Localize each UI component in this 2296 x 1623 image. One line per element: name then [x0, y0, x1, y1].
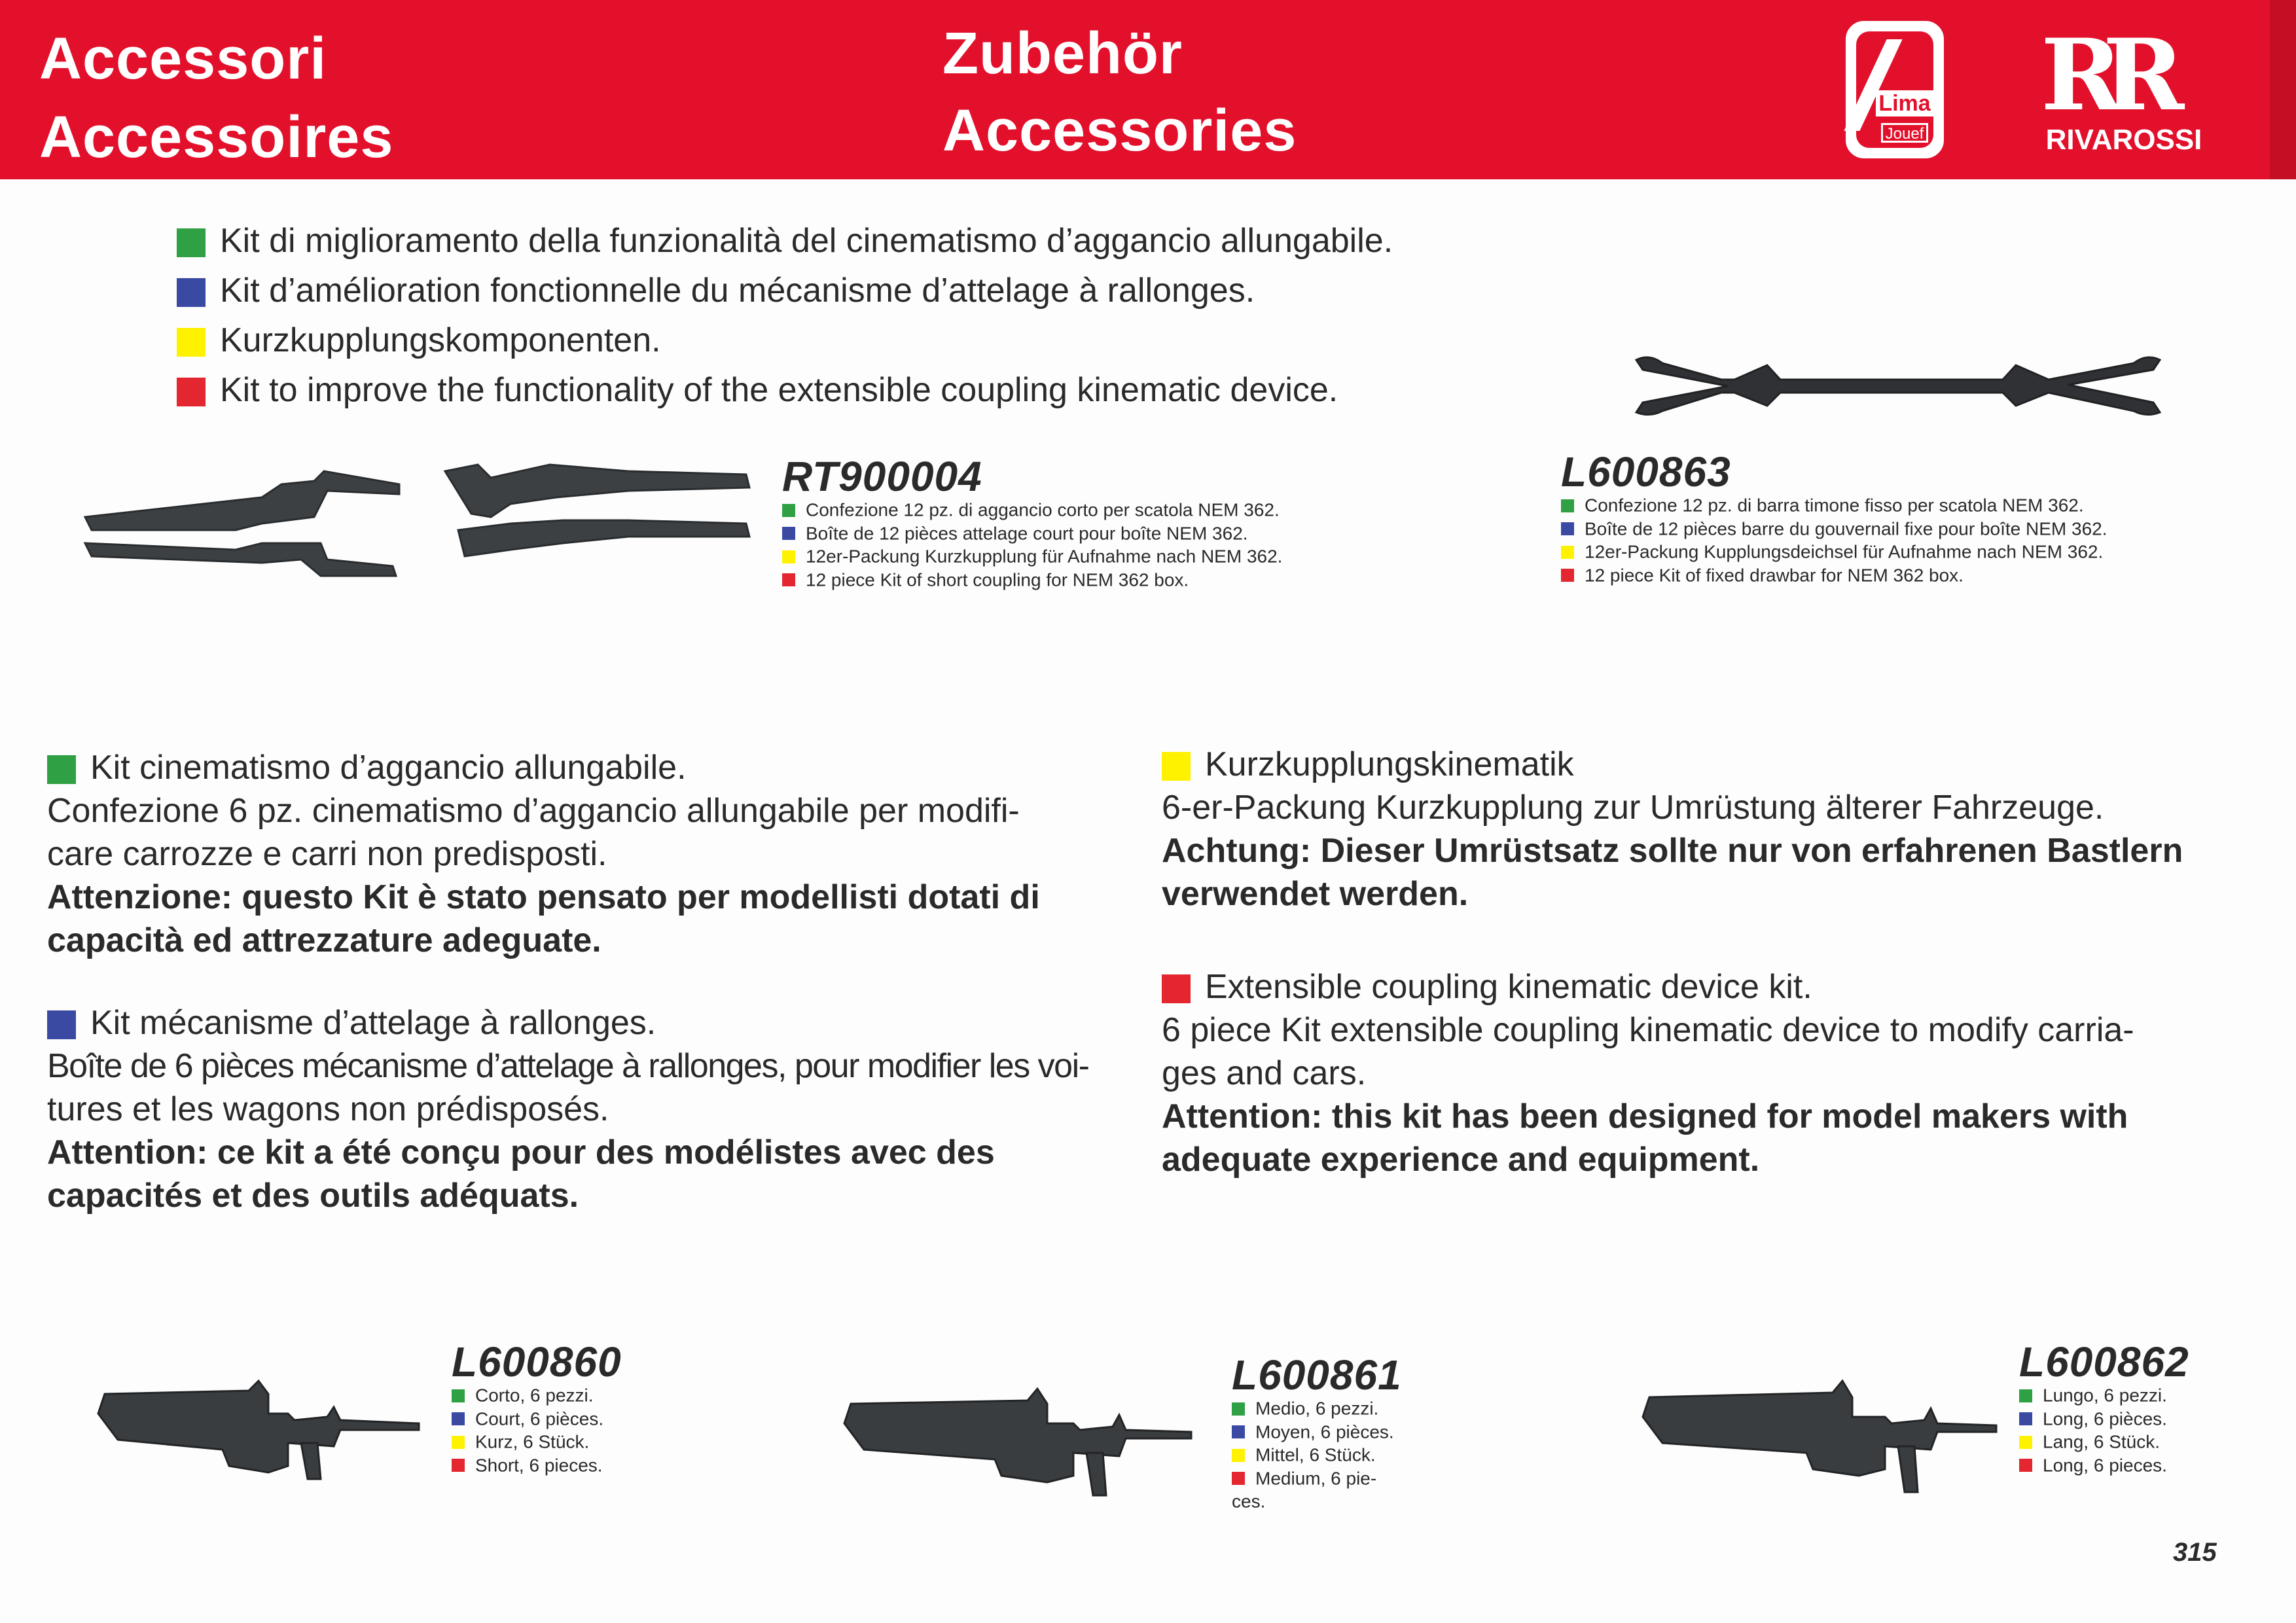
- yellow-square-icon: [1561, 546, 1574, 559]
- kit-body-line: Confezione 6 pz. cinematismo d’aggancio allungabile per modifi-: [47, 792, 1020, 830]
- coupling-short-image: [92, 1368, 432, 1499]
- intro-item: Kit to improve the functionality of the extensible coupling kinematic device.: [177, 365, 1393, 415]
- yellow-square-icon: [177, 328, 206, 357]
- red-square-icon: [2019, 1459, 2032, 1472]
- red-square-icon: [782, 573, 795, 586]
- intro-list: [177, 216, 1393, 415]
- product-line: Court, 6 pièces.: [452, 1407, 622, 1431]
- fixed-drawbar-image: [1623, 340, 2173, 419]
- kit-heading: Kit mécanisme d’attelage à rallonges.: [47, 1001, 1134, 1044]
- product-line: ces.: [1232, 1491, 1266, 1512]
- kit-warning-line: Attenzione: questo Kit è stato pensato per modellisti dotati di: [47, 878, 1040, 916]
- product-code: L600861: [1232, 1351, 1402, 1399]
- product-line: Long, 6 pièces.: [2019, 1407, 2189, 1431]
- product-line: Medio, 6 pezzi.: [1232, 1397, 1402, 1420]
- kit-description-de: [1162, 743, 2248, 916]
- kit-warning-line: capacités et des outils adéquats.: [47, 1177, 579, 1215]
- product-line: 12er-Packung Kurzkupplung für Aufnahme nach NEM 362.: [782, 544, 1282, 568]
- rivarossi-logo: [2029, 18, 2225, 157]
- product-line: Short, 6 pieces.: [452, 1454, 622, 1477]
- product-line: Lang, 6 Stück.: [2019, 1430, 2189, 1454]
- product-rt900004: [782, 455, 1282, 591]
- blue-square-icon: [452, 1412, 465, 1425]
- green-square-icon: [782, 504, 795, 517]
- header-title-left-1: Accessori: [39, 26, 327, 92]
- kit-body-line: ges and cars.: [1162, 1054, 1367, 1092]
- yellow-square-icon: [782, 550, 795, 563]
- short-coupling-image: [65, 445, 432, 609]
- jouef-logo-text: Jouef: [1881, 123, 1928, 143]
- kit-body-line: care carrozze e carri non predisposti.: [47, 835, 607, 873]
- product-l600860: [452, 1340, 622, 1476]
- blue-square-icon: [1232, 1425, 1245, 1438]
- header-banner: [0, 0, 2296, 179]
- product-l600863: [1561, 450, 2108, 586]
- yellow-square-icon: [1162, 752, 1191, 781]
- red-square-icon: [1561, 569, 1574, 582]
- product-line: Kurz, 6 Stück.: [452, 1430, 622, 1454]
- header-title-left-2: Accessoires: [39, 105, 394, 170]
- product-line: Corto, 6 pezzi.: [452, 1383, 622, 1407]
- product-line: Lungo, 6 pezzi.: [2019, 1383, 2189, 1407]
- product-l600861: [1232, 1353, 1402, 1513]
- kit-description-fr: [47, 1001, 1134, 1217]
- green-square-icon: [452, 1389, 465, 1402]
- green-square-icon: [2019, 1389, 2032, 1402]
- kit-heading: Kit cinematismo d’aggancio allungabile.: [47, 746, 1134, 789]
- rivarossi-monogram: RR: [2041, 18, 2165, 133]
- lima-logo-text: Lima: [1876, 90, 1933, 116]
- blue-square-icon: [782, 527, 795, 540]
- product-code: RT900004: [782, 453, 982, 500]
- red-square-icon: [177, 378, 206, 406]
- product-l600862: [2019, 1340, 2189, 1476]
- intro-item: Kit di miglioramento della funzionalità del cinematismo d’aggancio allungabile.: [177, 216, 1393, 266]
- green-square-icon: [177, 228, 206, 257]
- product-line: Boîte de 12 pièces barre du gouvernail fixe pour boîte NEM 362.: [1561, 517, 2108, 541]
- product-line: 12 piece Kit of short coupling for NEM 362 box.: [782, 568, 1282, 592]
- kit-warning-line: Achtung: Dieser Umrüstsatz sollte nur von erfahrenen Bastlern: [1162, 832, 2183, 870]
- lima-jouef-logo: [1846, 21, 1944, 158]
- green-square-icon: [1232, 1402, 1245, 1416]
- kit-warning-line: Attention: ce kit a été conçu pour des modélistes avec des: [47, 1133, 995, 1171]
- red-square-icon: [1232, 1472, 1245, 1485]
- header-edge: [2270, 0, 2296, 179]
- kit-body-line: Boîte de 6 pièces mécanisme d’attelage à rallonges, pour modifier les voi-: [47, 1047, 1089, 1085]
- page-number: 315: [2173, 1538, 2217, 1567]
- red-square-icon: [452, 1459, 465, 1472]
- product-code: L600863: [1561, 448, 1731, 495]
- product-code: L600862: [2019, 1338, 2189, 1385]
- kit-body-line: 6 piece Kit extensible coupling kinematic device to modify carria-: [1162, 1011, 2134, 1049]
- short-coupling-image-2: [432, 452, 759, 569]
- product-line: Long, 6 pieces.: [2019, 1454, 2189, 1477]
- blue-square-icon: [47, 1010, 76, 1039]
- product-line: Confezione 12 pz. di aggancio corto per scatola NEM 362.: [782, 498, 1282, 522]
- rivarossi-logo-text: RIVAROSSI: [2045, 124, 2202, 156]
- kit-warning-line: capacità ed attrezzature adeguate.: [47, 921, 601, 959]
- kit-heading: Kurzkupplungskinematik: [1162, 743, 2248, 786]
- green-square-icon: [47, 755, 76, 784]
- yellow-square-icon: [1232, 1449, 1245, 1462]
- green-square-icon: [1561, 499, 1574, 512]
- kit-warning-line: adequate experience and equipment.: [1162, 1141, 1760, 1179]
- red-square-icon: [1162, 974, 1191, 1003]
- header-title-right-2: Accessories: [942, 98, 1297, 164]
- coupling-medium-image: [838, 1374, 1204, 1505]
- coupling-long-image: [1636, 1368, 2003, 1499]
- kit-warning-line: Attention: this kit has been designed for model makers with: [1162, 1097, 2128, 1135]
- intro-item: Kit d’amélioration fonctionnelle du mécanisme d’attelage à rallonges.: [177, 266, 1393, 315]
- yellow-square-icon: [452, 1436, 465, 1449]
- header-title-right-1: Zubehör: [942, 21, 1183, 86]
- kit-heading: Extensible coupling kinematic device kit.: [1162, 965, 2248, 1008]
- kit-warning-line: verwendet werden.: [1162, 875, 1469, 913]
- blue-square-icon: [2019, 1412, 2032, 1425]
- product-line: 12 piece Kit of fixed drawbar for NEM 362 box.: [1561, 563, 2108, 587]
- yellow-square-icon: [2019, 1436, 2032, 1449]
- product-code: L600860: [452, 1338, 622, 1385]
- product-line: Boîte de 12 pièces attelage court pour boîte NEM 362.: [782, 522, 1282, 545]
- product-line: Medium, 6 pie-: [1232, 1467, 1402, 1490]
- intro-item: Kurzkupplungskomponenten.: [177, 315, 1393, 365]
- kit-body-line: 6-er-Packung Kurzkupplung zur Umrüstung älterer Fahrzeuge.: [1162, 789, 2104, 827]
- blue-square-icon: [177, 278, 206, 307]
- product-line: Moyen, 6 pièces.: [1232, 1420, 1402, 1444]
- kit-body-line: tures et les wagons non prédisposés.: [47, 1090, 609, 1128]
- product-line: 12er-Packung Kupplungsdeichsel für Aufnahme nach NEM 362.: [1561, 540, 2108, 563]
- blue-square-icon: [1561, 522, 1574, 535]
- kit-description-en: [1162, 965, 2248, 1181]
- product-line: Confezione 12 pz. di barra timone fisso per scatola NEM 362.: [1561, 493, 2108, 517]
- product-line: Mittel, 6 Stück.: [1232, 1443, 1402, 1467]
- kit-description-it: [47, 746, 1134, 962]
